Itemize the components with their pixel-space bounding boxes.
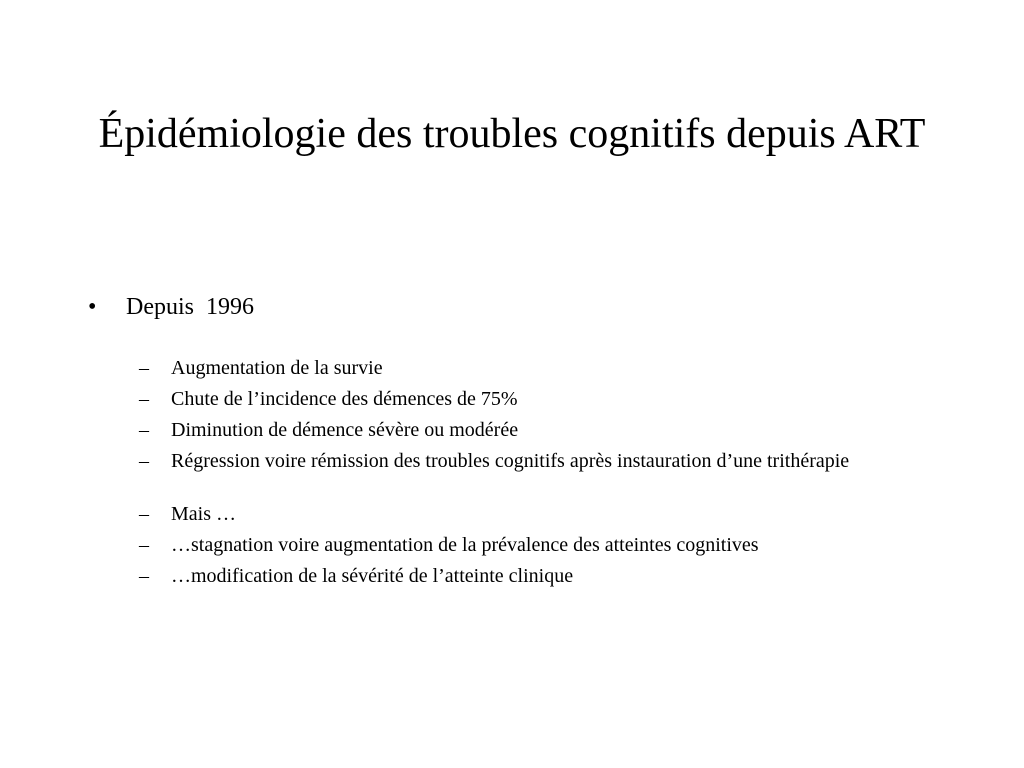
sub-bullet-text: …modification de la sévérité de l’atteinte clinique: [171, 565, 574, 587]
sub-bullet-item: [136, 502, 956, 526]
sub-bullet-text: Chute de l’incidence des démences de 75%: [171, 388, 518, 410]
slide-title: Épidémiologie des troubles cognitifs depuis ART: [98, 111, 926, 157]
sub-bullet-text: …stagnation voire augmentation de la prévalence des atteintes cognitives: [171, 534, 759, 556]
sub-bullet-list: [136, 356, 956, 595]
sub-bullet-item: [136, 533, 956, 557]
sub-bullet-item: [136, 449, 956, 473]
dash-marker: –: [139, 534, 149, 556]
sub-bullet-text: Régression voire rémission des troubles cognitifs après instauration d’une trithérapie: [171, 450, 850, 472]
sub-bullet-item: [136, 564, 956, 588]
dash-marker: –: [139, 450, 149, 472]
dash-marker: –: [139, 388, 149, 410]
dash-marker: –: [139, 503, 149, 525]
dash-marker: –: [139, 357, 149, 379]
dash-marker: –: [139, 419, 149, 441]
sub-bullet-text: Diminution de démence sévère ou modérée: [171, 419, 519, 441]
main-bullet: [88, 293, 254, 405]
sub-bullet-item: [136, 356, 956, 380]
dash-marker: –: [139, 565, 149, 587]
sub-bullet-item: [136, 387, 956, 411]
sub-bullet-text: Mais …: [171, 503, 236, 525]
main-bullet-text: Depuis 1996: [126, 294, 254, 320]
bullet-marker: •: [88, 294, 97, 320]
sub-bullet-text: Augmentation de la survie: [171, 357, 383, 379]
sub-bullet-item: [136, 418, 956, 442]
